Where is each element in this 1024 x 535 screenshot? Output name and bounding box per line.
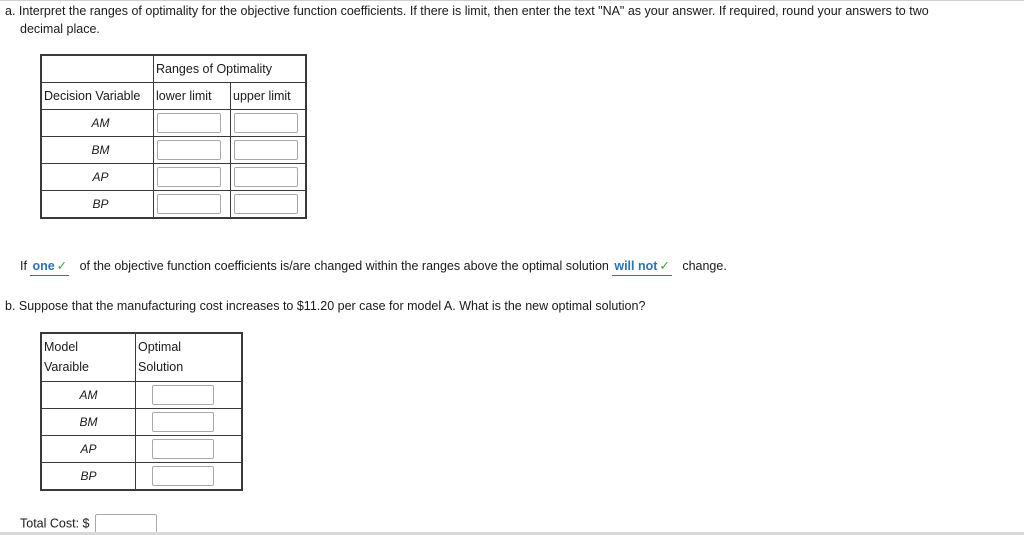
table-a-corner [41,55,154,83]
table-row [41,463,242,491]
total-cost-row [20,514,157,534]
bp-upper-limit-input[interactable] [234,194,298,214]
variable-bm: BM [41,137,154,164]
sentence-prefix: If [20,259,27,273]
quantity-dropdown-value: one [32,259,55,273]
bm-upper-limit-input[interactable] [234,140,298,160]
ranges-of-optimality-header: Ranges of Optimality [154,55,307,83]
table-row [41,110,306,137]
bm-lower-limit-input[interactable] [157,140,221,160]
variable-am: AM [41,382,136,409]
table-row [41,382,242,409]
question-b: b. Suppose that the manufacturing cost increases to $11.20 per case for model A. What is the new optimal solution? [5,299,646,313]
model-variable-header [41,333,136,382]
model-variable-header-line2: Varaible [44,360,89,374]
quantity-dropdown[interactable] [30,259,69,276]
optimal-solution-table [40,332,243,491]
top-divider [0,0,1024,1]
ranges-of-optimality-table [40,54,307,219]
ap-upper-limit-input[interactable] [234,167,298,187]
variable-ap: AP [41,164,154,191]
variable-ap: AP [41,436,136,463]
coefficient-change-sentence [20,257,727,276]
table-row [41,137,306,164]
model-variable-header-line1: Model [44,340,79,354]
total-cost-input[interactable] [95,514,157,534]
optimal-solution-header-line1: Optimal [138,340,182,354]
table-row [41,164,306,191]
am-lower-limit-input[interactable] [157,113,221,133]
ap-lower-limit-input[interactable] [157,167,221,187]
table-row [41,191,306,219]
correct-check-icon: ✓ [56,259,68,273]
optimal-solution-header [136,333,243,382]
sentence-suffix: change. [682,259,727,273]
total-cost-label: Total Cost: $ [20,516,90,531]
correct-check-icon: ✓ [659,259,670,273]
bm-optimal-solution-input[interactable] [152,412,214,432]
variable-bm: BM [41,409,136,436]
table-row [41,409,242,436]
decision-variable-header: Decision Variable [41,83,154,110]
table-row [41,436,242,463]
bp-lower-limit-input[interactable] [157,194,221,214]
ap-optimal-solution-input[interactable] [152,439,214,459]
variable-bp: BP [41,191,154,219]
bp-optimal-solution-input[interactable] [152,466,214,486]
variable-am: AM [41,110,154,137]
am-upper-limit-input[interactable] [234,113,298,133]
question-a-line2: decimal place. [20,22,100,36]
change-dropdown-value: will not [614,259,658,273]
am-optimal-solution-input[interactable] [152,385,214,405]
question-a [5,2,1021,38]
lower-limit-header: lower limit [154,83,231,110]
sentence-middle: of the objective function coefficients is/are changed within the ranges above the optimal solution [79,259,609,273]
variable-bp: BP [41,463,136,491]
question-a-line1: a. Interpret the ranges of optimality for the objective function coefficients. If there is limit, then enter the text "NA" as your answer. If required, round your answers to two [5,4,929,18]
upper-limit-header: upper limit [231,83,307,110]
optimal-solution-header-line2: Solution [138,360,184,374]
change-dropdown[interactable] [612,259,672,276]
